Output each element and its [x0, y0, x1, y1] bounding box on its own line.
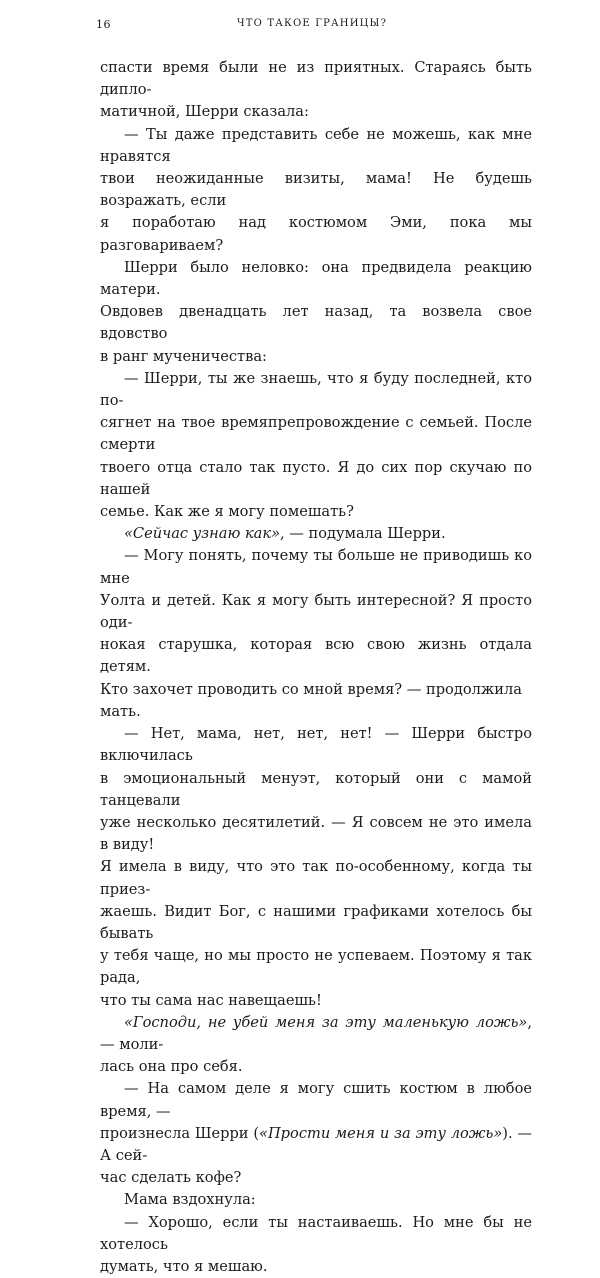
body-text	[100, 57, 532, 1278]
paragraph	[100, 1078, 532, 1189]
text-run: — Шерри, ты же знаешь, что я буду последней, кто по- сягнет на твое времяпрепровождение с семьей. После смерти твоего отца стало так пусто. Я до сих пор скучаю по нашей семье. Как же я могу помешать?	[100, 369, 532, 521]
text-run: — Ты даже представить себе не можешь, как мне нравятся твои неожиданные визиты, мама! Не будешь возражать, если я поработаю над костюмом Эми, пока мы разговариваем?	[100, 125, 532, 254]
text-run: Мама вздохнула:	[124, 1191, 256, 1209]
italic-thought: «Прости меня и за эту ложь»	[259, 1124, 503, 1142]
italic-thought: «Сейчас узнаю как»	[124, 525, 281, 543]
text-run: ). — А сей- час сделать кофе?	[100, 1124, 532, 1187]
text-run: , — подумала Шерри.	[280, 525, 446, 543]
text-run: , — моли- лась она про себя.	[100, 1013, 532, 1076]
running-head	[96, 18, 528, 34]
text-run: спасти время были не из приятных. Стараясь быть дипло- матичной, Шерри сказала:	[100, 59, 532, 121]
paragraph	[100, 1189, 532, 1211]
paragraph	[100, 545, 532, 723]
paragraph	[100, 368, 532, 523]
italic-thought: «Господи, не убей меня за эту маленькую ложь»	[124, 1013, 528, 1031]
text-run: — На самом деле я могу сшить костюм в любое время, — произнесла Шерри (	[100, 1080, 532, 1142]
paragraph	[100, 57, 532, 124]
paragraph	[100, 124, 532, 257]
text-run: — Могу понять, почему ты больше не приводишь ко мне Уолта и детей. Как я могу быть интересной? Я просто оди- нокая старушка, которая всю свою жизнь отдала детям. Кто захочет проводить со мной время? — продолжила мать.	[100, 547, 532, 720]
text-run: — Нет, мама, нет, нет, нет! — Шерри быстро включилась в эмоциональный менуэт, который они с мамой танцевали уже несколько десятилетий. — Я совсем не это имела в виду! Я имела в виду, что это так по-особенному, когда ты приез- жаешь. Видит Бог, с нашими графиками хотелось бы бывать у тебя чаще, но мы просто не успеваем. Поэтому я так рада, что ты сама нас навещаешь!	[100, 725, 532, 1009]
paragraph	[100, 723, 532, 1012]
paragraph	[100, 1212, 532, 1278]
text-run: Шерри было неловко: она предвидела реакцию матери. Овдовев двенадцать лет назад, та возвела свое вдовство в ранг мученичества:	[100, 258, 532, 365]
paragraph	[100, 257, 532, 368]
running-title: ЧТО ТАКОЕ ГРАНИЦЫ?	[236, 18, 388, 29]
paragraph	[100, 1012, 532, 1079]
text-run: — Хорошо, если ты настаиваешь. Но мне бы не хотелось думать, что я мешаю.	[100, 1213, 532, 1275]
page-number: 16	[96, 18, 111, 31]
paragraph	[100, 523, 532, 545]
